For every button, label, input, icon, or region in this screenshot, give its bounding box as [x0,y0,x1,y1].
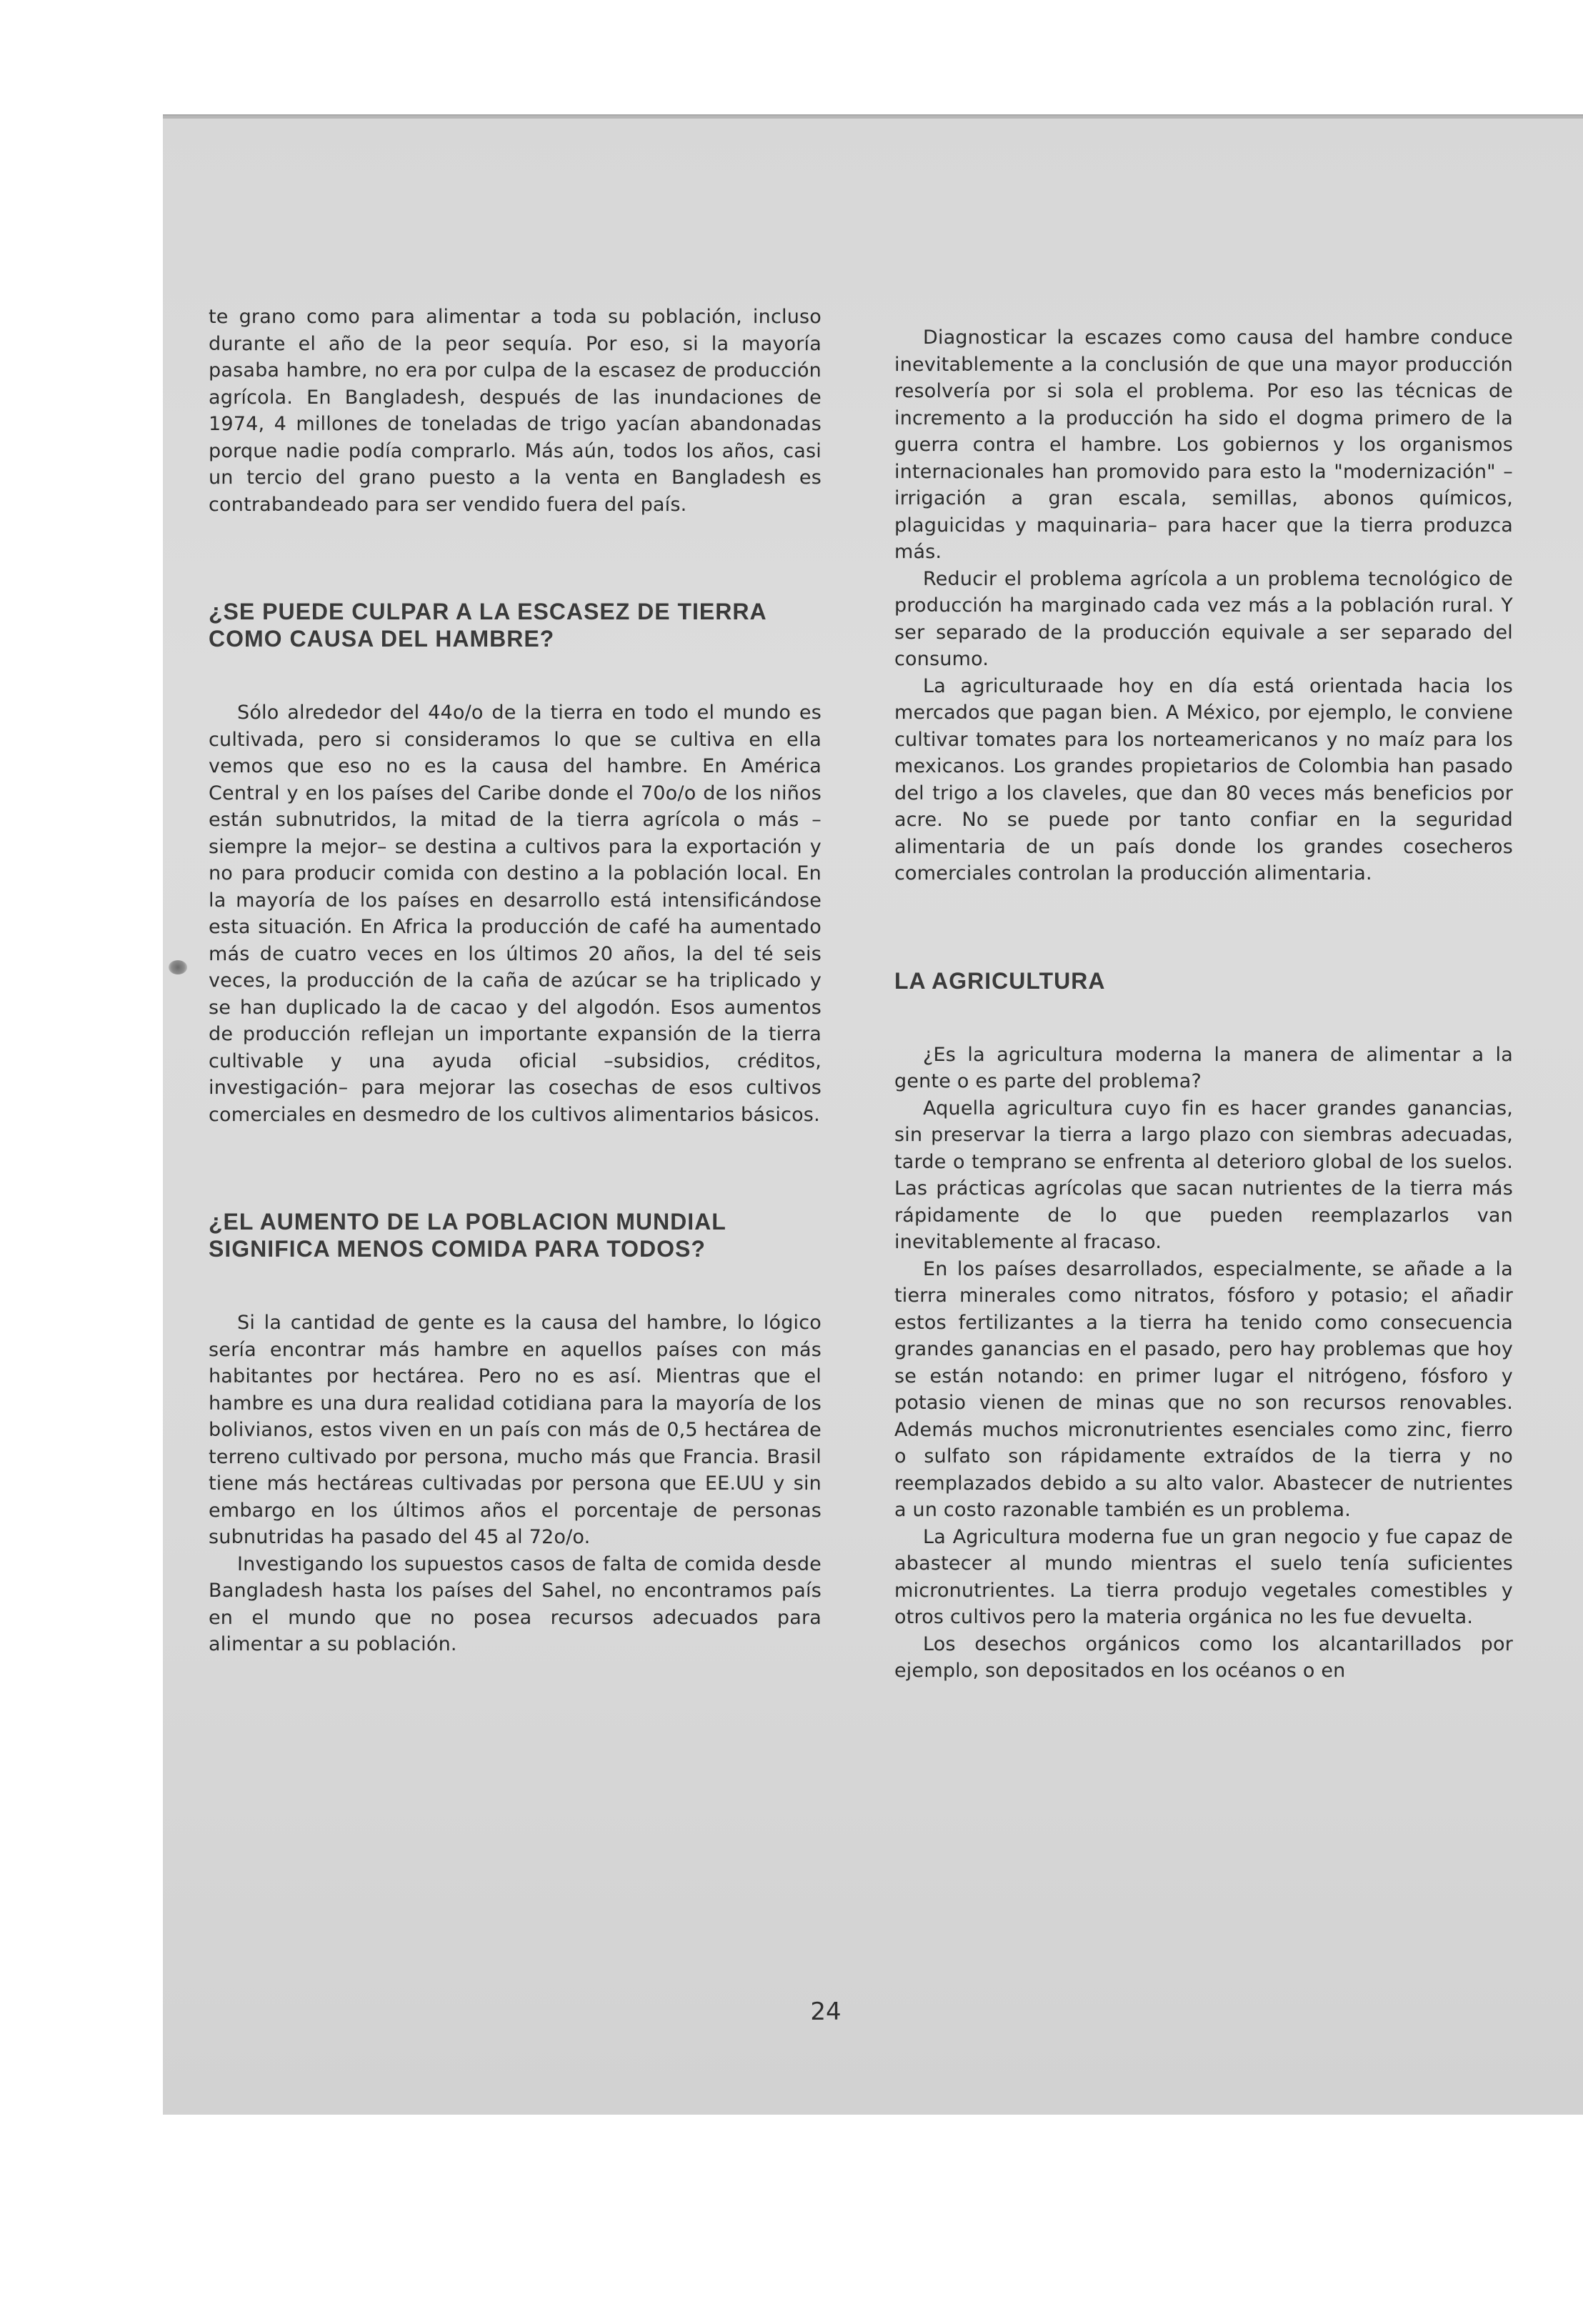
left-paragraph-1: te grano como para alimentar a toda su población, incluso durante el año de la peor sequía. Por eso, si la mayoría pasaba hambre, no era por culpa de la escasez de producción agrícola. En Bangladesh, después de las inundaciones de 1974, 4 millones de toneladas de trigo yacían abandonadas porque nadie podía comprarlo. Más aún, todos los años, casi un tercio del grano puesto a la venta en Bangladesh es contrabandeado para ser vendido fuera del país. [209,306,822,516]
section-heading-agricultura: LA AGRICULTURA [894,967,1106,994]
right-paragraph-4: ¿Es la agricultura moderna la manera de alimentar a la gente o es parte del problema? [894,1043,1513,1092]
left-paragraph-3: Si la cantidad de gente es la causa del hambre, lo lógico sería encontrar más hambre en aquellos países con más habitantes por hectárea. Pero no es así. Mientras que el hambre es una dura realidad cotidiana para la mayoría de los bolivianos, estos viven en un país con más de 0,5 hectárea de terreno cultivado por persona, mucho más que Francia. Brasil tiene más hectáreas cultivadas por persona que EE.UU y sin embargo en los últimos años el porcentaje de personas subnutridas ha pasado del 45 al 72o/o. [209,1312,822,1548]
page-number: 24 [810,1998,842,2026]
right-paragraph-6: En los países desarrollados, especialmente, se añade a la tierra minerales como nitratos, fósforo y potasio; el añadir estos fertilizantes a la tierra ha tenido como consecuencia grandes ganancias en el pasado, pero hay problemas que hoy se están notando: en primer lugar el nitrógeno, fósforo y potasio vienen de minas que no son recursos renovables. Además muchos micronutrientes esenciales como zinc, fierro o sulfato son rápidamente extraídos de la tierra y no reemplazados debido a su alto valor. Abastecer de nutrientes a un costo razonable también es un problema. [894,1257,1513,1521]
left-paragraph-4: Investigando los supuestos casos de falta de comida desde Bangladesh hasta los países del Sahel, no encontramos país en el mundo que no posea recursos adecuados para alimentar a su población. [209,1552,822,1655]
section-heading-tierra: ¿SE PUEDE CULPAR A LA ESCASEZ DE TIERRA COMO CAUSA DEL HAMBRE? [209,599,766,652]
right-column [894,324,1513,1685]
page-top-edge [163,114,1583,119]
right-paragraph-7: La Agricultura moderna fue un gran negocio y fue capaz de abastecer al mundo mientras el suelo tenía suficientes micronutrientes. La tierra produjo vegetales comestibles y otros cultivos pero la materia orgánica no les fue devuelta. [894,1525,1513,1628]
right-paragraph-3: La agriculturaade hoy en día está orientada hacia los mercados que pagan bien. A México, por ejemplo, le conviene cultivar tomates para los norteamericanos y no maíz para los mexicanos. Los grandes propietarios de Colombia han pasado del trigo a los claveles, que dan 80 veces más beneficios por acre. No se puede por tanto confiar en la seguridad alimentaria de un país donde los grandes cosecheros comerciales controlan la producción alimentaria. [894,674,1513,884]
section-heading-poblacion: ¿EL AUMENTO DE LA POBLACION MUNDIAL SIGNIFICA MENOS COMIDA PARA TODOS? [209,1209,726,1262]
left-paragraph-2: Sólo alrededor del 44o/o de la tierra en todo el mundo es cultivada, pero si consideramos lo que se cultiva en ella vemos que eso no es la causa del hambre. En América Central y en los países del Caribe donde el 70o/o de los niños están subnutridos, la mitad de la tierra agrícola o más –siempre la mejor– se destina a cultivos para la exportación y no para producir comida con destino a la población local. En la mayoría de los países en desarrollo está intensificándose esta situación. En Africa la producción de café ha aumentado más de cuatro veces en los últimos 20 años, la del té seis veces, la producción de la caña de azúcar se ha triplicado y se han duplicado la de cacao y del algodón. Esos aumentos de producción reflejan un importante expansión de la tierra cultivable y una ayuda oficial –subsidios, créditos, investigación– para mejorar las cosechas de esos cultivos comerciales en desmedro de los cultivos alimentarios básicos. [209,702,822,1126]
right-paragraph-5: Aquella agricultura cuyo fin es hacer grandes ganancias, sin preservar la tierra a largo plazo con siembras adecuadas, tarde o temprano se enfrenta al deterioro global de los suelos. Las prácticas agrícolas que sacan nutrientes de la tierra más rápidamente de lo que pueden reemplazarlos van inevitablemente al fracaso. [894,1097,1513,1253]
right-paragraph-2: Reducir el problema agrícola a un problema tecnológico de producción ha marginado cada vez más a la población rural. Y ser separado de la producción equivale a ser separado del consumo. [894,567,1513,670]
left-column [209,304,822,1658]
ink-smudge [169,960,187,974]
right-paragraph-1: Diagnosticar la escazes como causa del hambre conduce inevitablemente a la conclusión de que una mayor producción resolvería por si sola el problema. Por eso las técnicas de incremento a la producción ha sido el dogma primero de la guerra contra el hambre. Los gobiernos y los organismos internacionales han promovido para esto la "modernización" –irrigación a gran escala, semillas, abonos químicos, plaguicidas y maquinaria– para hacer que la tierra produzca más. [894,326,1513,563]
right-paragraph-8: Los desechos orgánicos como los alcantarillados por ejemplo, son depositados en los océanos o en [894,1632,1513,1682]
